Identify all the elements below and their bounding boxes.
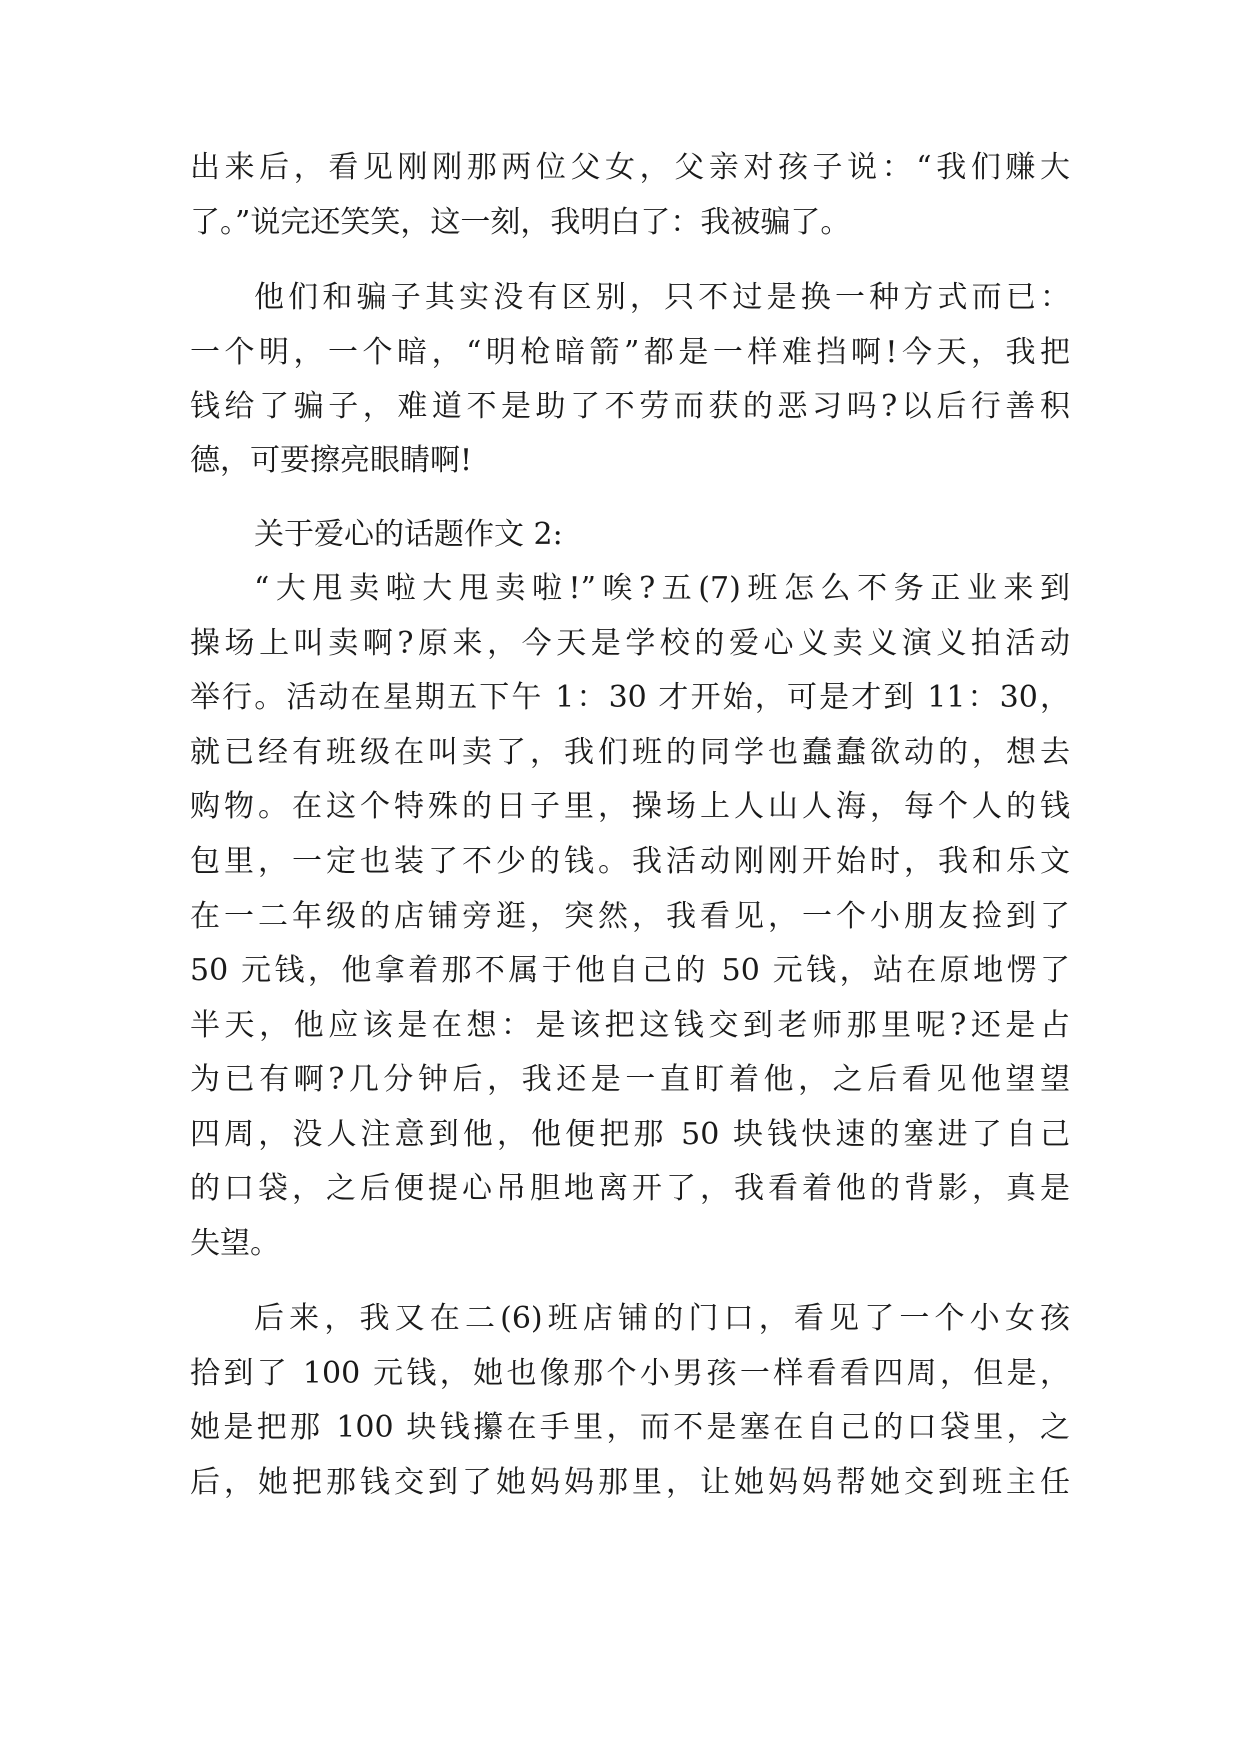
text-line-21: 后来，我又在二(6)班店铺的门口，看见了一个小女孩 xyxy=(254,1301,1070,1336)
text-line-15: 50 元钱，他拿着那不属于他自己的 50 元钱，站在原地愣了 xyxy=(190,953,1070,988)
text-line-19: 的口袋，之后便提心吊胆地离开了，我看着他的背影，真是 xyxy=(190,1171,1070,1206)
text-line-1: 出来后，看见刚刚那两位父女，父亲对孩子说：“我们赚大 xyxy=(190,150,1070,185)
text-line-24: 后，她把那钱交到了她妈妈那里，让她妈妈帮她交到班主任 xyxy=(190,1465,1070,1500)
text-line-22: 拾到了 100 元钱，她也像那个小男孩一样看看四周，但是， xyxy=(190,1356,1070,1391)
text-line-11: 就已经有班级在叫卖了，我们班的同学也蠢蠢欲动的，想去 xyxy=(190,735,1070,770)
text-line-23: 她是把那 100 块钱攥在手里，而不是塞在自己的口袋里，之 xyxy=(190,1410,1070,1445)
text-line-8: “大甩卖啦大甩卖啦!”唉?五(7)班怎么不务正业来到 xyxy=(254,571,1070,606)
text-line-6: 德，可要擦亮眼睛啊! xyxy=(190,443,473,478)
text-line-18: 四周，没人注意到他，他便把那 50 块钱快速的塞进了自己 xyxy=(190,1117,1070,1152)
text-line-2: 了。”说完还笑笑，这一刻，我明白了：我被骗了。 xyxy=(190,205,851,240)
text-line-12: 购物。在这个特殊的日子里，操场上人山人海，每个人的钱 xyxy=(190,789,1070,824)
text-line-5: 钱给了骗子，难道不是助了不劳而获的恶习吗?以后行善积 xyxy=(190,389,1070,424)
text-line-3: 他们和骗子其实没有区别，只不过是换一种方式而已： xyxy=(254,280,1070,315)
text-line-9: 操场上叫卖啊?原来，今天是学校的爱心义卖义演义拍活动 xyxy=(190,626,1070,661)
section-heading: 关于爱心的话题作文 2: xyxy=(254,517,563,552)
text-line-20: 失望。 xyxy=(190,1226,280,1261)
text-line-16: 半天，他应该是在想：是该把这钱交到老师那里呢?还是占 xyxy=(190,1008,1070,1043)
text-line-10: 举行。活动在星期五下午 1：30 才开始，可是才到 11：30， xyxy=(190,680,1070,715)
text-line-14: 在一二年级的店铺旁逛，突然，我看见，一个小朋友捡到了 xyxy=(190,899,1070,934)
text-line-4: 一个明，一个暗，“明枪暗箭”都是一样难挡啊!今天，我把 xyxy=(190,335,1070,370)
text-line-17: 为已有啊?几分钟后，我还是一直盯着他，之后看见他望望 xyxy=(190,1062,1070,1097)
text-line-13: 包里，一定也装了不少的钱。我活动刚刚开始时，我和乐文 xyxy=(190,844,1070,879)
